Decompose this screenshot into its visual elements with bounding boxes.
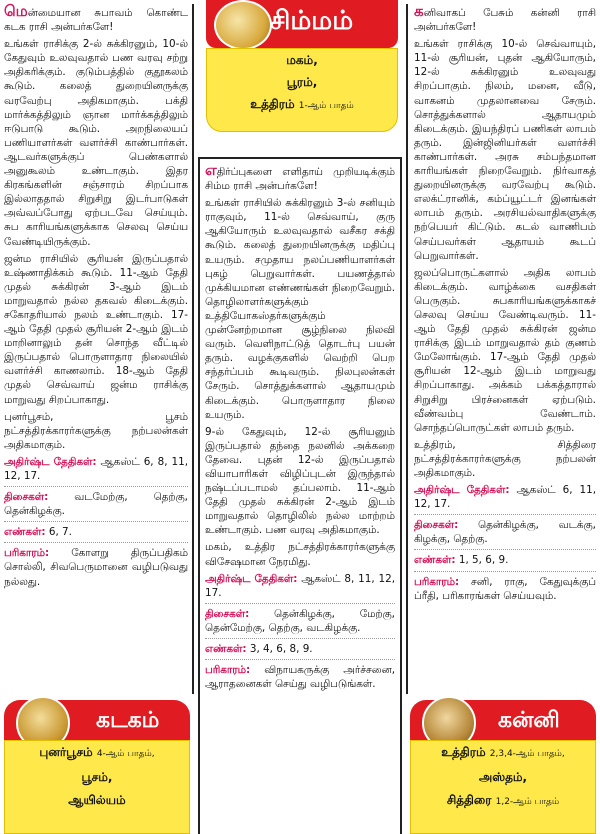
simmam-lucky-dates: அதிர்ஷ்ட தேதிகள்: ஆகஸ்ட் 8, 11, 12, 17. — [205, 572, 396, 599]
kadagam-para-2: ஜன்ம ராசியில் சூரியன் இருப்பதால் உஷ்ணாதிக்கம் கூடும். 11-ஆம் தேதி முதல் சுக்கிரன் 3-ஆம் இடம் மாறுவதால் நல்ல தகவல் கிடைக்கும். சகோதரியால் நலம் உண்டாகும். 17-ஆம் தேதி முதல் சூரியன் 2-ஆம் இடம் மாறினாலும் தன் சொந்த வீட்டில் இருப்பதால் பொருளாதார நிலையில் வளர்ச்சி காணலாம். 18-ஆம் தேதி முதல் செவ்வாய் ஜன்ம ராசிக்கு மாறுவது சிறப்பாகாது. — [4, 252, 188, 406]
kadagam-remedy: பரிகாரம்: கோளறு திருப்பதிகம் சொல்லி, சிவபெருமானை வழிபடுவது நல்லது. — [4, 547, 188, 588]
simmam-star-3: உத்திரம் 1-ஆம் பாதம் — [250, 97, 354, 111]
simmam-star-1: மகம், — [286, 53, 318, 67]
kanni-title: கன்னி — [498, 708, 560, 733]
kanni-intro: கனிவாகப் பேசும் கன்னி ராசி அன்பர்களே! — [414, 2, 596, 34]
kadagam-star-2: பூசம், — [81, 770, 113, 784]
divider — [4, 542, 188, 543]
simmam-numbers: எண்கள்: 3, 4, 6, 8, 9. — [205, 643, 313, 655]
divider — [4, 521, 188, 522]
divider — [205, 659, 395, 660]
kanni-sign-box — [410, 700, 596, 834]
kadagam-star-3: ஆயில்யம் — [68, 793, 126, 807]
kanni-star-3: சித்திரை 1,2-ஆம் பாதம் — [446, 793, 560, 807]
divider — [414, 514, 596, 515]
kadagam-directions: திசைகள்: வடமேற்கு, தெற்கு, தென்கிழக்கு. — [4, 491, 188, 518]
simmam-para-3: மகம், உத்திர நட்சத்திரக்காரர்களுக்கு விசேஷமான நேரமிது. — [205, 541, 395, 568]
divider — [414, 549, 596, 550]
kadagam-column — [4, 4, 194, 694]
kanni-directions: திசைகள்: தென்கிழக்கு, வடக்கு, கிழக்கு, தெற்கு. — [414, 519, 596, 546]
kanni-numbers: எண்கள்: 1, 5, 6, 9. — [414, 554, 509, 567]
simmam-para-2: 9-ல் கேதுவும், 12-ல் சூரியனும் இருப்பதால் தந்தை நலனில் அக்கறை தேவை. புதன் 12-ல் இருப்பதால் வியாபாரிகள் விழிப்புடன் இருந்தால் நஷ்டப்படாமல் தப்பலாம். 11-ஆம் தேதி முதல் சுக்கிரன் 2-ஆம் இடம் மாறுவதால் தொழிலில் நல்ல மாற்றம் உண்டாகும். பண வரவு அதிகமாகும். — [205, 425, 395, 537]
divider — [205, 603, 395, 604]
kadagam-stars-box — [4, 740, 190, 834]
simmam-para-1: உங்கள் ராசியில் சுக்கிரனும் 3-ல் சனியும் ராகுவும், 11-ல் செவ்வாய், குரு ஆகியோரும் உலவுவதால் வசீகர சக்தி கூடும். கலைத் துறையினருக்கு மதிப்பு உயரும். சமுதாய நலப்பணியாளர்கள் புகழ் பெறுவார்கள். பயணத்தால் முக்கியமான எண்ணங்கள் நிறைவேறும். தொழிலாளர்களுக்கும் உத்தியோகஸ்தர்களுக்கும் முன்னேற்றமான சூழ்நிலை நிலவி வரும். வெளிநாட்டுத் தொடர்பு பயன் தரும். வழக்குகளில் வெற்றி பெற சந்தர்ப்பம் கூடிவரும். நிலபுலன்கள் சேரும். சொத்துக்களால் ஆதாயமும் கிடைக்கும். பொருளாதார நிலை உயரும். — [205, 197, 395, 421]
kadagam-numbers: எண்கள்: 6, 7. — [4, 526, 72, 539]
kadagam-intro: மென்மையான சுபாவம் கொண்ட கடக ராசி அன்பர்களே! — [4, 2, 188, 34]
simmam-column — [198, 157, 402, 834]
kanni-para-2: ஜலப்பொருட்களால் அதிக லாபம் கிடைக்கும். வாழ்க்கை வசதிகள் பெருகும். சுபகாரியங்களுக்காகச் செலவு செய்ய வேண்டிவரும். 11-ஆம் தேதி முதல் சுக்கிரன் ஜன்ம ராசிக்கு இடம் மாறுவதால் தம் குணம் மேலோங்கும். 17-ஆம் தேதி முதல் சூரியன் 12-ஆம் இடம் மாறுவது சிறப்பாகாது. அக்கம் பக்கத்தாரால் சிறுசிறு பிரச்னைகள் ஏற்படும். வீண்வம்பு வேண்டாம். சொந்தப்பொருட்கள் லாபம் தரும். — [414, 266, 596, 434]
kanni-star-1: உத்திரம் 2,3,4-ஆம் பாதம், — [441, 745, 565, 759]
kanni-lucky-dates: அதிர்ஷ்ட தேதிகள்: ஆகஸ்ட் 6, 11, 12, 17. — [414, 484, 597, 511]
kanni-column — [406, 4, 596, 694]
kadagam-title: கடகம் — [96, 708, 160, 733]
kanni-para-1: உங்கள் ராசிக்கு 10-ல் செவ்வாயும், 11-ல் சூரியன், புதன் ஆகியோரும், 12-ல் சுக்கிரனும் உலவுவது சிறப்பாகும். நிலம், மனை, வீடு, வாகனம் முதலானவை சேரும். சொத்துக்களால் ஆதாயமும் கிடைக்கும். இயந்திரப் பணிகள் லாபம் தரும். இன்ஜினியர்கள் வளர்ச்சி காண்பார்கள். அரசு சம்பந்தமான காரியங்கள் நிறைவேறும். நிர்வாகத் துறையினருக்கு வரவேற்பு கூடும். எலக்ட்ரானிக், கம்ப்யூட்டர் இனங்கள் லாபம் தரும். அரசியல்வாதிகளுக்கு நற்பெயர் கிட்டும். கடல் வாணிபம் செய்பவர்கள் ஆதாயம் கூடப் பெறுவார்கள். — [414, 38, 596, 262]
kadagam-lucky-dates: அதிர்ஷ்ட தேதிகள்: ஆகஸ்ட் 6, 8, 11, 12, 17. — [4, 455, 188, 482]
divider — [205, 638, 395, 639]
kanni-stars-box — [410, 740, 596, 834]
kadagam-para-3: புனர்பூசம், பூசம் நட்சத்திரக்காரர்களுக்கு நற்பலன்கள் அதிகமாகும். — [4, 410, 188, 451]
divider — [4, 486, 188, 487]
divider — [414, 571, 596, 572]
kanni-para-3: உத்திரம், சித்திரை நட்சத்திரக்காரர்களுக்கு நற்பலன் அதிகமாகும். — [414, 438, 596, 479]
simmam-stars-box — [206, 48, 398, 132]
kadagam-sign-box — [4, 700, 190, 834]
kanni-star-2: அஸ்தம், — [478, 770, 528, 784]
kanni-remedy: பரிகாரம்: சனி, ராகு, கேதுவுக்குப் ப்ரீதி, பரிகாரங்கள் செய்யவும். — [414, 575, 596, 602]
kadagam-star-1: புனர்பூசம் 4-ஆம் பாதம், — [39, 745, 155, 759]
lion-icon — [214, 0, 272, 50]
simmam-intro: எதிர்ப்புகளை எளிதாய் முறியடிக்கும் சிம்ம ராசி அன்பர்களே! — [205, 161, 395, 193]
simmam-remedy: பரிகாரம்: விநாயகருக்கு அர்ச்சனை, ஆராதனைகள் செய்து வழிபடுங்கள். — [205, 664, 395, 691]
simmam-directions: திசைகள்: தென்கிழக்கு, மேற்கு, தென்மேற்கு, தெற்கு, வடகிழக்கு. — [205, 607, 395, 634]
simmam-star-2: பூரம், — [286, 75, 318, 89]
simmam-title: சிம்மம் — [270, 6, 354, 36]
kadagam-para-1: உங்கள் ராசிக்கு 2-ல் சுக்கிரனும், 10-ல் கேதுவும் உலவுவதால் பண வரவு சற்று அதிகரிக்கும். குடும்பத்தில் குதூகலம் கூடும். கலைத் துறையினருக்கு வரவேற்பு அதிகமாகும். பக்தி மார்க்கத்திலும் ஞான மார்க்கத்திலும் ஈடுபாடு கூடும். அறநிலையப் பணியாளர்கள் வளர்ச்சி காண்பார்கள். ஆடவர்களுக்குப் பெண்களால் அனுகூலம் உண்டாகும். இதர கிரகங்களின் சஞ்சாரம் சிறப்பாக இல்லாததால் சிறுசிறு இடர்பாடுகள் அவ்வப்போது ஏற்படவே செய்யும். சுப காரியங்களுக்காக செலவு செய்ய வேண்டியிருக்கும். — [4, 38, 188, 248]
